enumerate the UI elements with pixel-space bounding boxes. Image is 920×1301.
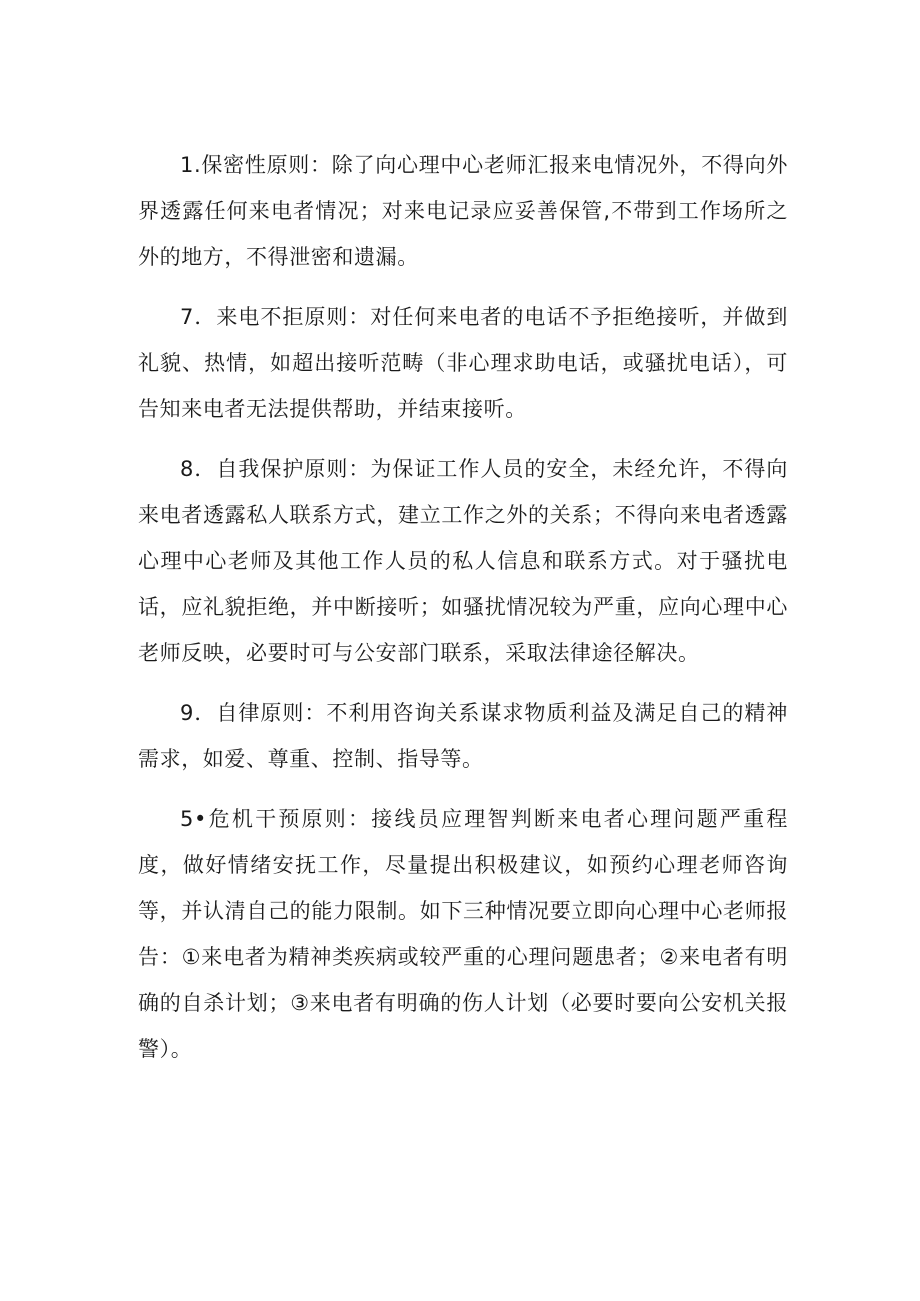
document-body: [138, 142, 788, 1086]
paragraph-confidentiality: 1.保密性原则：除了向心理中心老师汇报来电情况外，不得向外界透露任何来电者情况；对来电记录应妥善保管,不带到工作场所之外的地方，不得泄密和遗漏。: [138, 153, 788, 269]
paragraph-crisis-intervention: 5•危机干预原则：接线员应理智判断来电者心理问题严重程度，做好情绪安抚工作，尽量提出积极建议，如预约心理老师咨询等，并认清自己的能力限制。如下三种情况要立即向心理中心老师报告：①来电者为精神类疾病或较严重的心理问题患者；②来电者有明确的自杀计划；③来电者有明确的伤人计划（必要时要向公安机关报警）。: [138, 807, 788, 1061]
paragraph-self-discipline: 9．自律原则：不利用咨询关系谋求物质利益及满足自己的精神需求，如爱、尊重、控制、指导等。: [138, 701, 788, 771]
paragraph-no-refusal: 7．来电不拒原则：对任何来电者的电话不予拒绝接听，并做到礼貌、热情，如超出接听范畴（非心理求助电话，或骚扰电话），可告知来电者无法提供帮助，并结束接听。: [138, 305, 788, 421]
paragraph-self-protection: 8．自我保护原则：为保证工作人员的安全，未经允许，不得向来电者透露私人联系方式，建立工作之外的关系；不得向来电者透露心理中心老师及其他工作人员的私人信息和联系方式。对于骚扰电话，应礼貌拒绝，并中断接听；如骚扰情况较为严重，应向心理中心老师反映，必要时可与公安部门联系，采取法律途径解决。: [138, 457, 788, 665]
